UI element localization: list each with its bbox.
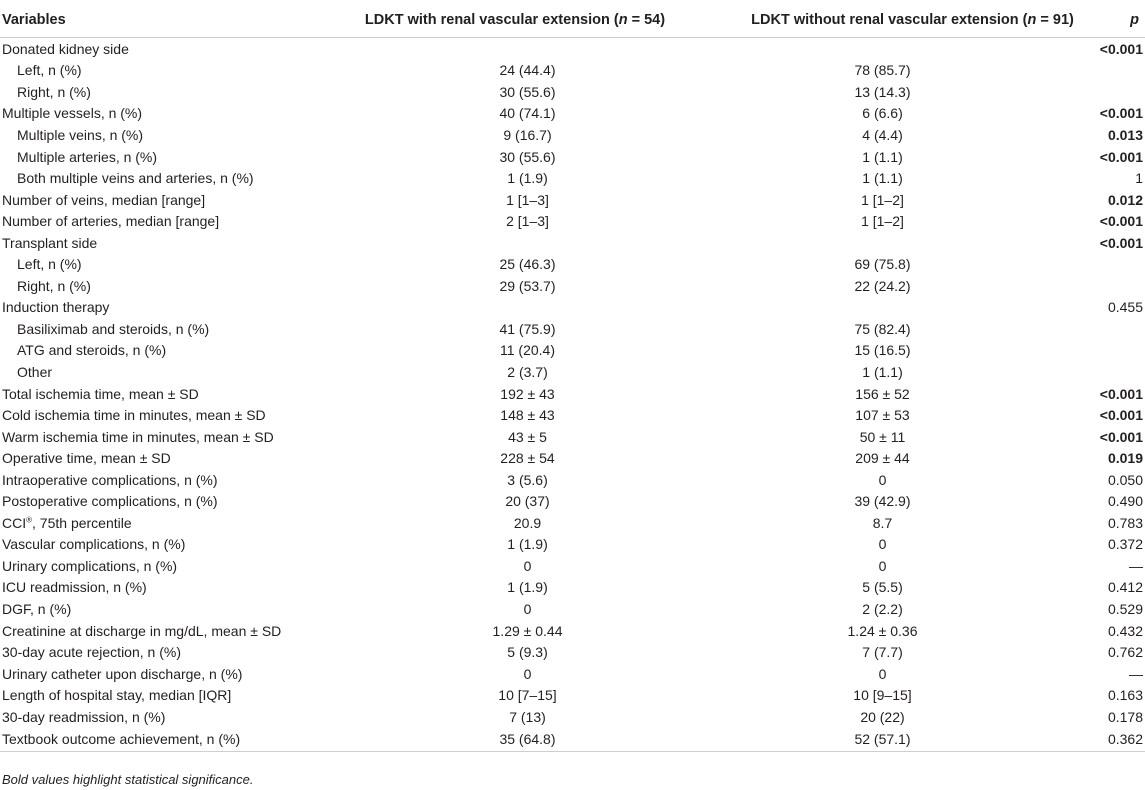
variable-cell	[0, 426, 300, 448]
table-row	[0, 469, 1145, 491]
p-value: —	[1129, 557, 1143, 574]
variable-label: Both multiple veins and arteries, n (%)	[17, 170, 254, 187]
p-value: 0.362	[1080, 728, 1145, 752]
value-with-extension: 24 (44.4)	[499, 62, 556, 79]
variable-label: Operative time, mean ± SD	[2, 450, 171, 467]
value-without-extension: 39 (42.9)	[854, 493, 911, 510]
table-row	[0, 426, 1145, 448]
variable-cell	[0, 81, 300, 103]
value-with-extension: 228 ± 54	[500, 450, 555, 467]
value-without-extension: 22 (24.2)	[854, 277, 911, 294]
value-without-extension: 1 [1–2]	[861, 191, 904, 208]
table-row	[0, 383, 1145, 405]
value-with-extension: 29 (53.7)	[499, 277, 556, 294]
table-row	[0, 297, 1145, 319]
variable-label: Postoperative complications, n (%)	[2, 493, 218, 510]
variable-cell	[0, 706, 300, 728]
header-a-n: n	[618, 12, 628, 28]
value-without-extension: 107 ± 53	[855, 407, 910, 424]
value-with-extension: 148 ± 43	[500, 407, 555, 424]
value-with-extension: 0	[523, 665, 532, 682]
variable-cell	[0, 447, 300, 469]
p-value: —	[1129, 665, 1143, 682]
value-with-extension: 0	[523, 557, 532, 574]
value-without-extension: 6 (6.6)	[862, 105, 903, 122]
p-value: <0.001	[1099, 385, 1143, 402]
p-value: 0.783	[1107, 514, 1143, 531]
value-with-extension: 1 [1–3]	[506, 191, 549, 208]
value-with-extension: 20 (37)	[505, 493, 550, 510]
variable-label: ATG and steroids, n (%)	[17, 342, 167, 359]
variable-label: Warm ischemia time in minutes, mean ± SD	[2, 428, 274, 445]
value-with-extension	[300, 297, 685, 319]
value-without-extension: 13 (14.3)	[854, 83, 911, 100]
p-value: <0.001	[1099, 234, 1143, 251]
value-with-extension: 25 (46.3)	[499, 256, 556, 273]
variable-cell	[0, 275, 300, 297]
p-value: 0.412	[1107, 579, 1143, 596]
variable-label: Right, n (%)	[17, 277, 91, 294]
p-value: 1	[1135, 170, 1143, 187]
variable-cell	[0, 189, 300, 211]
table-row	[0, 60, 1145, 82]
header-p-value: p	[1080, 3, 1145, 38]
p-value	[1080, 253, 1145, 275]
p-value	[1080, 340, 1145, 362]
value-without-extension: 0	[878, 665, 887, 682]
header-group-without-extension	[685, 3, 1080, 38]
value-without-extension	[685, 232, 1080, 254]
variable-cell	[0, 663, 300, 685]
table-row	[0, 534, 1145, 556]
p-value: 0.529	[1107, 600, 1143, 617]
value-with-extension: 41 (75.9)	[499, 320, 556, 337]
table-body	[0, 38, 1145, 752]
variable-cell	[0, 512, 300, 534]
table-row	[0, 340, 1145, 362]
value-with-extension: 30 (55.6)	[499, 148, 556, 165]
table-row	[0, 512, 1145, 534]
variable-label: Vascular complications, n (%)	[2, 536, 186, 553]
value-with-extension: 1 (1.9)	[507, 170, 548, 187]
value-with-extension: 192 ± 43	[500, 385, 555, 402]
value-without-extension	[685, 297, 1080, 319]
variable-cell	[0, 38, 300, 60]
variable-label: Multiple veins, n (%)	[17, 126, 144, 143]
table-row	[0, 555, 1145, 577]
table-row	[0, 598, 1145, 620]
value-without-extension: 50 ± 11	[859, 428, 906, 445]
p-value: 0.455	[1107, 299, 1143, 316]
value-without-extension: 1 [1–2]	[861, 213, 904, 230]
value-without-extension: 75 (82.4)	[854, 320, 911, 337]
table-row	[0, 38, 1145, 60]
variable-cell	[0, 383, 300, 405]
p-value: <0.001	[1099, 213, 1143, 230]
table-row	[0, 210, 1145, 232]
table-row	[0, 167, 1145, 189]
variable-cell	[0, 598, 300, 620]
p-value	[1080, 60, 1145, 82]
table-row	[0, 81, 1145, 103]
table-footnote: Bold values highlight statistical significance.	[2, 772, 254, 787]
comparison-table	[0, 3, 1145, 752]
variable-cell	[0, 361, 300, 383]
value-with-extension: 2 (3.7)	[507, 363, 548, 380]
value-with-extension: 30 (55.6)	[499, 83, 556, 100]
p-value: 0.372	[1107, 536, 1143, 553]
value-without-extension: 1 (1.1)	[862, 148, 903, 165]
variable-label: Number of veins, median [range]	[2, 191, 206, 208]
variable-label: Length of hospital stay, median [IQR]	[2, 687, 232, 704]
table-row	[0, 232, 1145, 254]
table-row	[0, 620, 1145, 642]
value-with-extension: 40 (74.1)	[499, 105, 556, 122]
header-b-prefix: LDKT without renal vascular extension (	[751, 12, 1028, 28]
variable-label: 30-day readmission, n (%)	[2, 708, 166, 725]
header-b-n: n	[1027, 12, 1037, 28]
variable-label: Transplant side	[2, 234, 98, 251]
p-value: 0.178	[1107, 708, 1143, 725]
variable-cell	[0, 318, 300, 340]
value-with-extension: 1.29 ± 0.44	[492, 622, 563, 639]
table-row	[0, 684, 1145, 706]
value-with-extension: 1 (1.9)	[507, 579, 548, 596]
table-row	[0, 275, 1145, 297]
header-a-suffix: = 54)	[627, 12, 666, 28]
variable-label: DGF, n (%)	[2, 600, 72, 617]
variable-label: Multiple arteries, n (%)	[17, 148, 158, 165]
p-value: 0.019	[1107, 450, 1143, 467]
variable-label: Total ischemia time, mean ± SD	[2, 385, 199, 402]
p-value: 0.050	[1107, 471, 1143, 488]
value-without-extension: 2 (2.2)	[862, 600, 903, 617]
variable-label: Left, n (%)	[17, 62, 82, 79]
variable-label: Cold ischemia time in minutes, mean ± SD	[2, 407, 266, 424]
table-row	[0, 490, 1145, 512]
value-without-extension: 5 (5.5)	[862, 579, 903, 596]
table-row	[0, 146, 1145, 168]
header-a-prefix: LDKT with renal vascular extension (	[364, 12, 619, 28]
value-without-extension: 7 (7.7)	[862, 644, 903, 661]
table-header	[0, 3, 1145, 38]
variable-cell	[0, 340, 300, 362]
header-group-with-extension	[300, 3, 685, 38]
p-value: <0.001	[1099, 428, 1143, 445]
variable-label: ICU readmission, n (%)	[2, 579, 147, 596]
table-row	[0, 706, 1145, 728]
value-with-extension: 10 [7–15]	[498, 687, 557, 704]
variable-cell	[0, 297, 300, 319]
variable-cell	[0, 146, 300, 168]
variable-label: Intraoperative complications, n (%)	[2, 471, 218, 488]
table-row	[0, 318, 1145, 340]
table-row	[0, 404, 1145, 426]
table-row	[0, 641, 1145, 663]
value-with-extension	[300, 232, 685, 254]
value-without-extension: 209 ± 44	[855, 450, 910, 467]
value-without-extension	[685, 38, 1080, 60]
registered-mark: ®	[26, 515, 33, 525]
value-with-extension: 7 (13)	[509, 708, 546, 725]
value-without-extension: 0	[878, 536, 887, 553]
variable-cell	[0, 124, 300, 146]
variable-cell	[0, 555, 300, 577]
value-with-extension: 43 ± 5	[508, 428, 547, 445]
variable-cell	[0, 60, 300, 82]
variable-cell	[0, 641, 300, 663]
p-value	[1080, 81, 1145, 103]
variable-label: Number of arteries, median [range]	[2, 213, 220, 230]
table-row	[0, 447, 1145, 469]
p-value	[1080, 361, 1145, 383]
variable-cell	[0, 232, 300, 254]
p-value: 0.012	[1107, 191, 1143, 208]
variable-cell	[0, 167, 300, 189]
variable-label: Basiliximab and steroids, n (%)	[17, 320, 210, 337]
variable-label: 30-day acute rejection, n (%)	[2, 644, 181, 661]
variable-label: Left, n (%)	[17, 256, 82, 273]
p-value: 0.013	[1107, 126, 1143, 143]
header-row	[0, 3, 1145, 38]
p-value	[1080, 275, 1145, 297]
value-with-extension: 11 (20.4)	[500, 342, 555, 359]
variable-label: Induction therapy	[2, 299, 110, 316]
value-with-extension: 1 (1.9)	[507, 536, 548, 553]
value-without-extension: 156 ± 52	[855, 385, 910, 402]
value-without-extension: 1 (1.1)	[862, 170, 903, 187]
value-without-extension: 1 (1.1)	[862, 363, 903, 380]
table-row	[0, 361, 1145, 383]
table-row	[0, 728, 1145, 752]
value-without-extension: 15 (16.5)	[854, 342, 911, 359]
variable-cell	[0, 404, 300, 426]
table-row	[0, 103, 1145, 125]
table-row	[0, 189, 1145, 211]
value-without-extension: 10 [9–15]	[853, 687, 912, 704]
variable-label: Multiple vessels, n (%)	[2, 105, 143, 122]
p-value: 0.432	[1107, 622, 1143, 639]
value-with-extension: 20.9	[513, 514, 542, 531]
variable-label: Other	[17, 363, 53, 380]
p-value: 0.163	[1107, 687, 1143, 704]
value-with-extension	[300, 38, 685, 60]
p-value: 0.490	[1107, 493, 1143, 510]
p-value: <0.001	[1099, 105, 1143, 122]
value-without-extension: 0	[878, 557, 887, 574]
variable-label: Textbook outcome achievement, n (%)	[2, 731, 241, 747]
value-with-extension: 0	[523, 600, 532, 617]
p-value	[1080, 318, 1145, 340]
p-value: 0.762	[1107, 644, 1143, 661]
variable-cell	[0, 103, 300, 125]
table-row	[0, 253, 1145, 275]
p-value: <0.001	[1099, 148, 1143, 165]
value-with-extension: 35 (64.8)	[300, 728, 685, 752]
variable-label: Creatinine at discharge in mg/dL, mean ± SD	[2, 622, 282, 639]
value-with-extension: 9 (16.7)	[503, 126, 552, 143]
variable-cell	[0, 620, 300, 642]
variable-cell	[0, 684, 300, 706]
table-row	[0, 124, 1145, 146]
value-without-extension: 4 (4.4)	[862, 126, 903, 143]
table-row	[0, 577, 1145, 599]
variable-cell	[0, 728, 300, 752]
value-without-extension: 0	[878, 471, 887, 488]
value-with-extension: 5 (9.3)	[507, 644, 548, 661]
variable-cell	[0, 490, 300, 512]
variable-cell	[0, 534, 300, 556]
variable-label-tail: , 75th percentile	[32, 514, 132, 531]
value-without-extension: 20 (22)	[860, 708, 905, 725]
variable-label: Donated kidney side	[2, 40, 129, 57]
variable-cell	[0, 469, 300, 491]
value-with-extension: 2 [1–3]	[506, 213, 549, 230]
variable-label: CCI	[2, 514, 27, 531]
value-without-extension: 1.24 ± 0.36	[847, 622, 918, 639]
variable-cell	[0, 253, 300, 275]
value-with-extension: 3 (5.6)	[507, 471, 548, 488]
value-without-extension: 8.7	[872, 514, 893, 531]
value-without-extension: 69 (75.8)	[854, 256, 911, 273]
variable-cell	[0, 210, 300, 232]
header-b-suffix: = 91)	[1036, 12, 1074, 28]
variable-label: Urinary catheter upon discharge, n (%)	[2, 665, 243, 682]
variable-label: Right, n (%)	[17, 83, 91, 100]
value-without-extension: 78 (85.7)	[854, 62, 911, 79]
p-value: <0.001	[1099, 40, 1143, 57]
variable-label: Urinary complications, n (%)	[2, 557, 178, 574]
p-value: <0.001	[1099, 407, 1143, 424]
table-row	[0, 663, 1145, 685]
value-without-extension: 52 (57.1)	[685, 728, 1080, 752]
header-variables: Variables	[0, 3, 300, 38]
variable-cell	[0, 577, 300, 599]
